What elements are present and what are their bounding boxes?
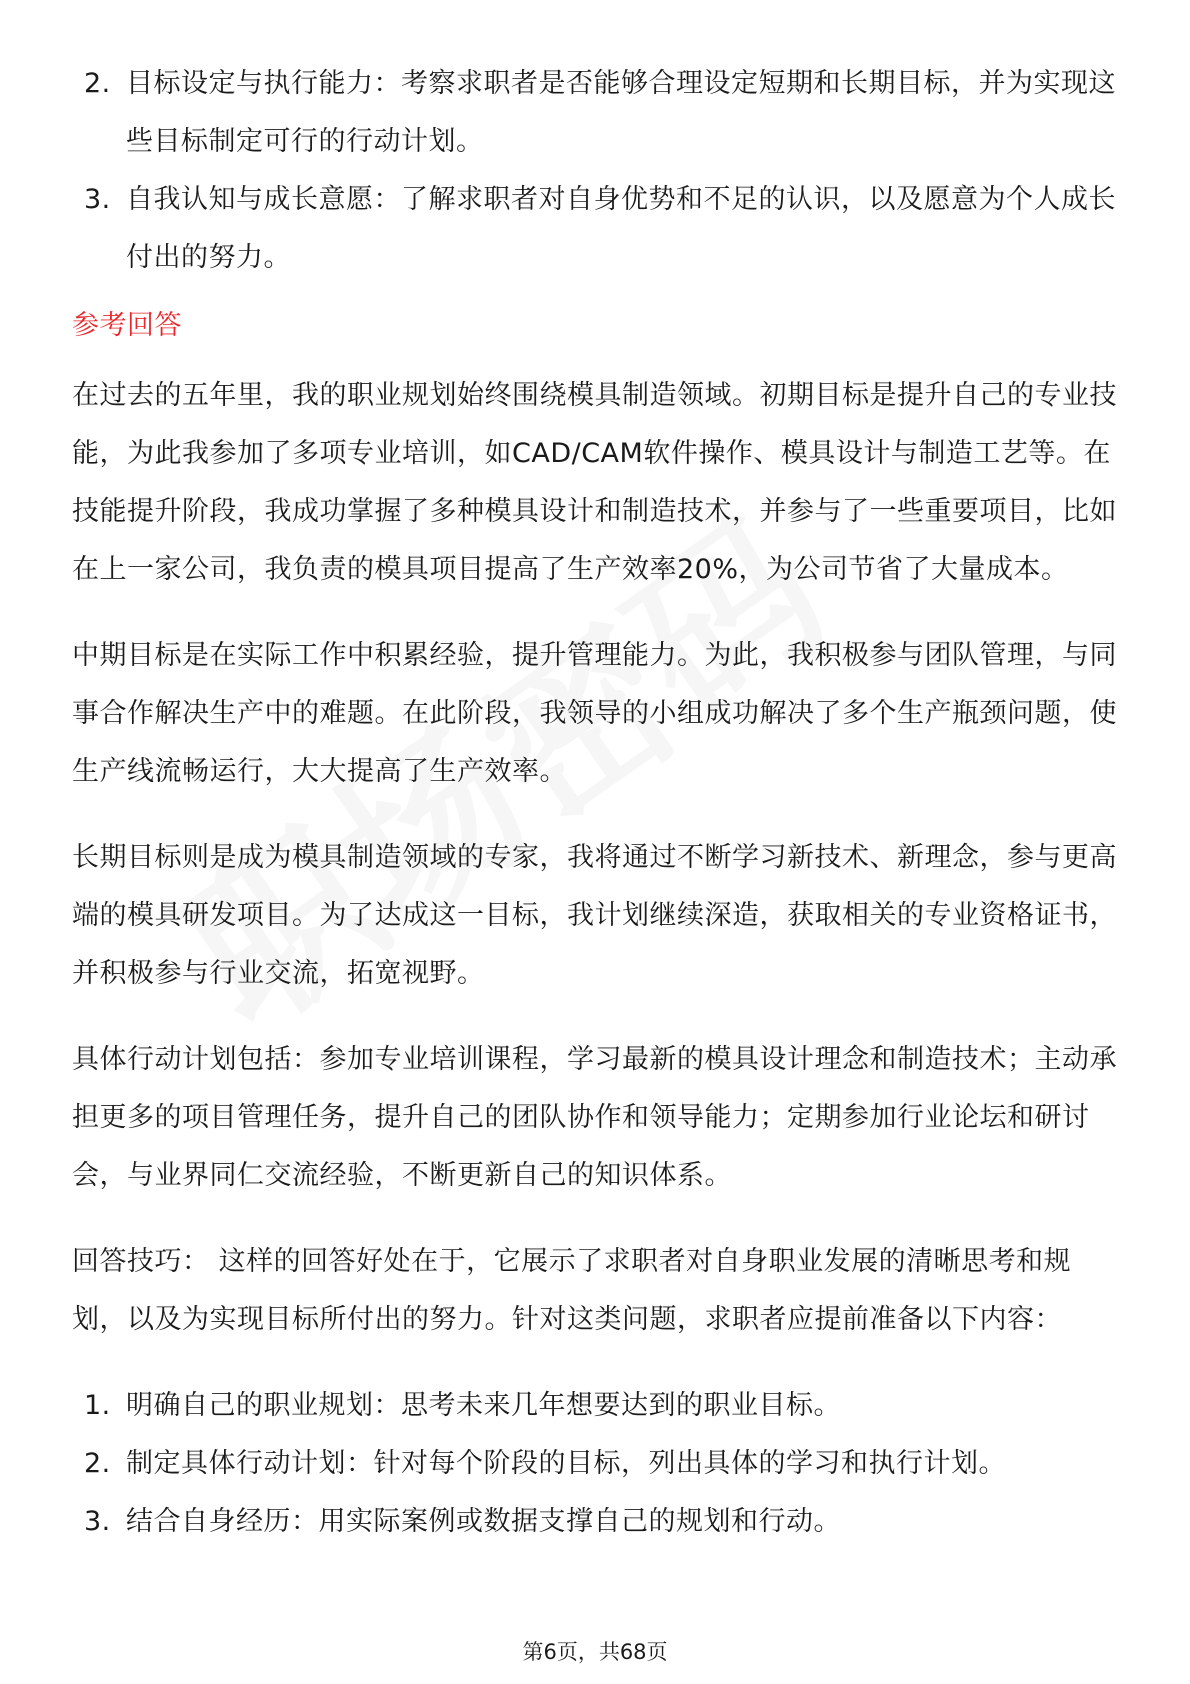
list-item-number: 2. [84,68,111,99]
paragraph: 中期目标是在实际工作中积累经验，提升管理能力。为此，我积极参与团队管理，与同事合作解决生产中的难题。在此阶段，我领导的小组成功解决了多个生产瓶颈问题，使生产线流畅运行，大大提高了生产效率。 [72,640,1117,787]
list-item-text: 自我认知与成长意愿：了解求职者对自身优势和不足的认识，以及愿意为个人成长付出的努力。 [126,184,1116,273]
list-item [72,171,1122,287]
page-content [72,55,1122,1551]
list-item [72,1435,1122,1493]
list-item-text: 明确自己的职业规划：思考未来几年想要达到的职业目标。 [126,1390,841,1421]
tips-list [72,1377,1122,1551]
list-item-text: 制定具体行动计划：针对每个阶段的目标，列出具体的学习和执行计划。 [126,1448,1006,1479]
list-item-text: 结合自身经历：用实际案例或数据支撑自己的规划和行动。 [126,1506,841,1537]
list-item-number: 1. [84,1390,111,1421]
paragraph: 具体行动计划包括：参加专业培训课程，学习最新的模具设计理念和制造技术；主动承担更多的项目管理任务，提升自己的团队协作和领导能力；定期参加行业论坛和研讨会，与业界同仁交流经验，不断更新自己的知识体系。 [72,1044,1117,1191]
list-item [72,1377,1122,1435]
list-item-number: 3. [84,184,111,215]
answer-tips-paragraph: 回答技巧： 这样的回答好处在于，它展示了求职者对自身职业发展的清晰思考和规划，以及为实现目标所付出的努力。针对这类问题，求职者应提前准备以下内容： [72,1246,1072,1335]
list-item-number: 2. [84,1448,111,1479]
page-number-footer: 第6页，共68页 [522,1640,668,1664]
list-item-number: 3. [84,1506,111,1537]
paragraph: 在过去的五年里，我的职业规划始终围绕模具制造领域。初期目标是提升自己的专业技能，为此我参加了多项专业培训，如CAD/CAM软件操作、模具设计与制造工艺等。在技能提升阶段，我成功掌握了多种模具设计和制造技术，并参与了一些重要项目，比如在上一家公司，我负责的模具项目提高了生产效率20%，为公司节省了大量成本。 [72,380,1117,585]
list-item-text: 目标设定与执行能力：考察求职者是否能够合理设定短期和长期目标，并为实现这些目标制定可行的行动计划。 [126,68,1116,157]
paragraph: 长期目标则是成为模具制造领域的专家，我将通过不断学习新技术、新理念，参与更高端的模具研发项目。为了达成这一目标，我计划继续深造，获取相关的专业资格证书，并积极参与行业交流，拓宽视野。 [72,842,1117,989]
list-item [72,1493,1122,1551]
list-item [72,55,1122,171]
intro-list [72,55,1122,287]
section-title: 参考回答 [72,310,182,341]
